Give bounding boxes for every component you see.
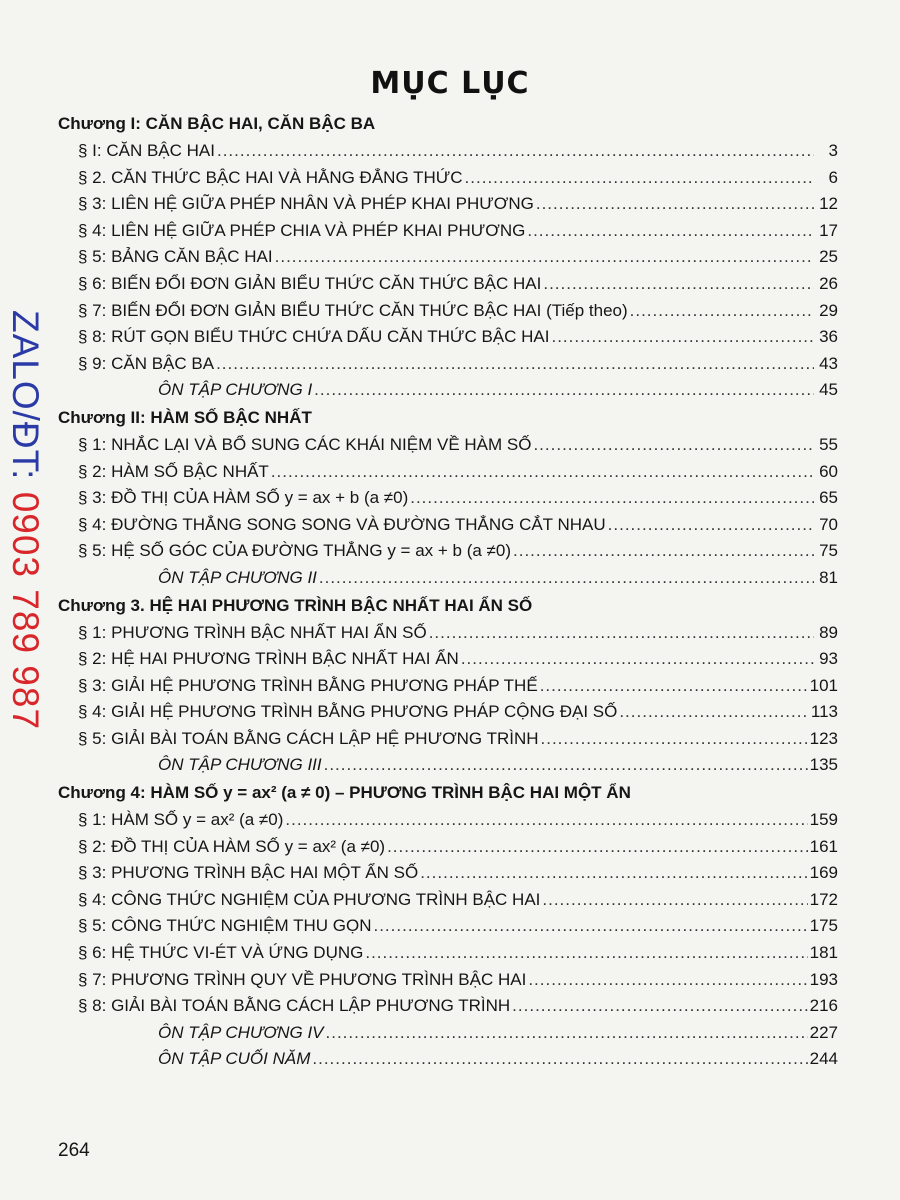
toc-entry-label: § 5: BẢNG CĂN BẬC HAI xyxy=(78,247,273,267)
toc-entry xyxy=(58,565,838,592)
toc-entry-page: 25 xyxy=(819,247,838,267)
toc-entry xyxy=(58,1020,838,1047)
toc-entry xyxy=(58,860,838,887)
toc-entry-label: § 5: CÔNG THỨC NGHIỆM THU GỌN xyxy=(78,916,372,936)
toc-entry xyxy=(58,673,838,700)
toc-entry-label: § 3: LIÊN HỆ GIỮA PHÉP NHÂN VÀ PHÉP KHAI PHƯƠNG xyxy=(78,194,534,214)
toc-entry xyxy=(58,699,838,726)
toc-entry-label: § 9: CĂN BẬC BA xyxy=(78,353,215,373)
toc-entry-label: § 2: HÀM SỐ BẬC NHẤT xyxy=(78,461,269,481)
dot-leader xyxy=(551,324,814,351)
toc-entry-label: § 1: NHẮC LẠI VÀ BỔ SUNG CÁC KHÁI NIỆM VỀ HÀM SỐ xyxy=(78,434,532,454)
dot-leader xyxy=(314,377,814,404)
toc-entry xyxy=(58,244,838,271)
toc-entry-page: 6 xyxy=(828,167,838,187)
dot-leader xyxy=(217,138,814,165)
toc-entry xyxy=(58,165,838,192)
toc-entry-label: § 8: RÚT GỌN BIỂU THỨC CHỨA DẤU CĂN THỨC BẬC HAI xyxy=(78,327,550,347)
toc-entry xyxy=(58,993,838,1020)
toc-entry xyxy=(58,218,838,245)
toc-entry xyxy=(58,485,838,512)
toc-entry-page: 17 xyxy=(819,220,838,240)
toc-entry xyxy=(58,752,838,779)
toc-entry xyxy=(58,377,838,404)
dot-leader xyxy=(543,271,814,298)
watermark-prefix: ZALO/ĐT: xyxy=(5,310,46,492)
toc-entry xyxy=(58,967,838,994)
toc-entry-label: § 1: HÀM SỐ y = ax² (a ≠0) xyxy=(78,810,284,830)
toc-entry-page: 89 xyxy=(819,622,838,642)
toc-entry-page: 216 xyxy=(809,996,838,1016)
toc-entry xyxy=(58,191,838,218)
toc-entry-page: 175 xyxy=(809,916,838,936)
dot-leader xyxy=(216,351,814,378)
dot-leader xyxy=(536,191,814,218)
dot-leader xyxy=(387,834,808,861)
toc-entry-label: § 2: HỆ HAI PHƯƠNG TRÌNH BẬC NHẤT HAI ẨN xyxy=(78,649,459,669)
toc-entry-page: 113 xyxy=(810,702,838,722)
chapter-heading: Chương I: CĂN BẬC HAI, CĂN BẬC BA xyxy=(58,114,376,133)
toc-entry-page: 159 xyxy=(809,810,838,830)
dot-leader xyxy=(365,940,807,967)
toc-entry xyxy=(58,432,838,459)
toc-entry-label: § 4: GIẢI HỆ PHƯƠNG TRÌNH BẰNG PHƯƠNG PHÁP CỘNG ĐẠI SỐ xyxy=(78,702,618,722)
toc-entry-page: 172 xyxy=(809,889,838,909)
toc-entry-page: 244 xyxy=(809,1049,838,1069)
toc-entry-page: 36 xyxy=(819,327,838,347)
toc-entry xyxy=(58,834,838,861)
toc-entry-label: § 2: ĐỒ THỊ CỦA HÀM SỐ y = ax² (a ≠0) xyxy=(78,836,386,856)
toc-entry-label: § 2. CĂN THỨC BẬC HAI VÀ HẰNG ĐẲNG THỨC xyxy=(78,167,463,187)
toc-entry-page: 161 xyxy=(809,836,838,856)
toc-entry-page: 135 xyxy=(809,755,838,775)
dot-leader xyxy=(410,485,814,512)
toc-entry-page: 193 xyxy=(809,969,838,989)
toc-entry-page: 227 xyxy=(809,1022,838,1042)
toc-entry-page: 70 xyxy=(819,514,838,534)
dot-leader xyxy=(630,298,814,325)
toc-entry-label: § 6: BIẾN ĐỔI ĐƠN GIẢN BIỂU THỨC CĂN THỨC BẬC HAI xyxy=(78,273,542,293)
watermark-phone: 0903 789 987 xyxy=(5,491,46,731)
dot-leader xyxy=(271,459,814,486)
dot-leader xyxy=(608,512,814,539)
dot-leader xyxy=(513,538,814,565)
toc-entry-label: § 3: PHƯƠNG TRÌNH BẬC HAI MỘT ẨN SỐ xyxy=(78,863,419,883)
dot-leader xyxy=(465,165,814,192)
toc-entry-label: § 3: GIẢI HỆ PHƯƠNG TRÌNH BẰNG PHƯƠNG PHÁP THẾ xyxy=(78,675,538,695)
toc-entry-page: 65 xyxy=(819,488,838,508)
toc-entry xyxy=(58,1046,838,1073)
dot-leader xyxy=(540,673,808,700)
dot-leader xyxy=(275,244,814,271)
toc-entry-label: § 5: GIẢI BÀI TOÁN BẰNG CÁCH LẬP HỆ PHƯƠNG TRÌNH xyxy=(78,728,539,748)
toc-entry xyxy=(58,940,838,967)
dot-leader xyxy=(326,1020,808,1047)
dot-leader xyxy=(619,699,809,726)
toc-entry xyxy=(58,459,838,486)
dot-leader xyxy=(527,218,814,245)
toc-entry xyxy=(58,298,838,325)
toc-entry-page: 26 xyxy=(819,273,838,293)
toc-entry-page: 181 xyxy=(809,943,838,963)
toc-entry-page: 3 xyxy=(828,141,838,160)
toc-entry-page: 101 xyxy=(809,675,838,695)
toc-entry xyxy=(58,538,838,565)
toc-entry-label: § 3: ĐỒ THỊ CỦA HÀM SỐ y = ax + b (a ≠0) xyxy=(78,488,409,508)
toc-entry-page: 93 xyxy=(819,649,838,669)
toc-entry-label: § 1: PHƯƠNG TRÌNH BẬC NHẤT HAI ẨN SỐ xyxy=(78,622,427,642)
toc-entry-page: 55 xyxy=(819,434,838,454)
dot-leader xyxy=(533,432,814,459)
page-title: MỤC LỤC xyxy=(370,66,530,101)
toc-entry xyxy=(58,324,838,351)
dot-leader xyxy=(429,620,814,647)
toc-entry-page: 43 xyxy=(819,353,838,373)
toc-entry-page: 169 xyxy=(809,863,838,883)
dot-leader xyxy=(312,1046,807,1073)
toc-entry xyxy=(58,807,838,834)
toc-entry-page: 29 xyxy=(819,300,838,320)
toc-entry xyxy=(58,620,838,647)
page-number: 264 xyxy=(58,1140,90,1161)
toc-entry-label: ÔN TẬP CUỐI NĂM xyxy=(158,1049,311,1069)
toc-entry-page: 60 xyxy=(819,461,838,481)
toc-entry-label: § 6: HỆ THỨC VI-ÉT VÀ ỨNG DỤNG xyxy=(78,943,364,963)
table-of-contents xyxy=(58,110,838,1073)
chapter-heading: Chương II: HÀM SỐ BẬC NHẤT xyxy=(58,407,312,427)
toc-entry-label: ÔN TẬP CHƯƠNG II xyxy=(158,567,317,587)
contact-watermark xyxy=(6,310,46,890)
toc-entry-label: § 8: GIẢI BÀI TOÁN BẰNG CÁCH LẬP PHƯƠNG TRÌNH xyxy=(78,996,511,1016)
toc-entry-page: 75 xyxy=(819,541,838,561)
chapter-heading: Chương 4: HÀM SỐ y = ax² (a ≠ 0) – PHƯƠNG TRÌNH BẬC HAI MỘT ẨN xyxy=(58,783,631,803)
dot-leader xyxy=(324,752,808,779)
toc-entry xyxy=(58,646,838,673)
toc-entry-label: § 7: PHƯƠNG TRÌNH QUY VỀ PHƯƠNG TRÌNH BẬC HAI xyxy=(78,969,527,989)
dot-leader xyxy=(285,807,807,834)
dot-leader xyxy=(528,967,807,994)
toc-entry-label: § 7: BIẾN ĐỔI ĐƠN GIẢN BIỂU THỨC CĂN THỨC BẬC HAI (Tiếp theo) xyxy=(78,300,628,320)
dot-leader xyxy=(319,565,814,592)
toc-entry xyxy=(58,512,838,539)
toc-entry-label: ÔN TẬP CHƯƠNG I xyxy=(158,380,313,400)
toc-entry xyxy=(58,887,838,914)
toc-entry-page: 45 xyxy=(819,380,838,400)
toc-entry xyxy=(58,351,838,378)
toc-entry-label: § 5: HỆ SỐ GÓC CỦA ĐƯỜNG THẲNG y = ax + b (a ≠0) xyxy=(78,541,512,561)
toc-entry-label: § I: CĂN BẬC HAI xyxy=(78,141,215,160)
dot-leader xyxy=(420,860,807,887)
toc-entry xyxy=(58,913,838,940)
toc-entry xyxy=(58,138,838,165)
toc-entry-label: § 4: CÔNG THỨC NGHIỆM CỦA PHƯƠNG TRÌNH BẬC HAI xyxy=(78,889,541,909)
dot-leader xyxy=(541,726,808,753)
toc-entry-label: § 4: LIÊN HỆ GIỮA PHÉP CHIA VÀ PHÉP KHAI PHƯƠNG xyxy=(78,220,526,240)
toc-entry xyxy=(58,271,838,298)
dot-leader xyxy=(542,887,807,914)
toc-entry xyxy=(58,726,838,753)
toc-entry-label: § 4: ĐƯỜNG THẲNG SONG SONG VÀ ĐƯỜNG THẲNG CẮT NHAU xyxy=(78,514,606,534)
chapter-heading: Chương 3. HỆ HAI PHƯƠNG TRÌNH BẬC NHẤT HAI ẨN SỐ xyxy=(58,595,533,615)
toc-entry-page: 123 xyxy=(809,728,838,748)
toc-entry-label: ÔN TẬP CHƯƠNG IV xyxy=(158,1022,324,1042)
toc-entry-page: 81 xyxy=(819,567,838,587)
dot-leader xyxy=(512,993,807,1020)
toc-entry-label: ÔN TẬP CHƯƠNG III xyxy=(158,755,322,775)
dot-leader xyxy=(461,646,814,673)
dot-leader xyxy=(373,913,807,940)
toc-entry-page: 12 xyxy=(819,194,838,214)
